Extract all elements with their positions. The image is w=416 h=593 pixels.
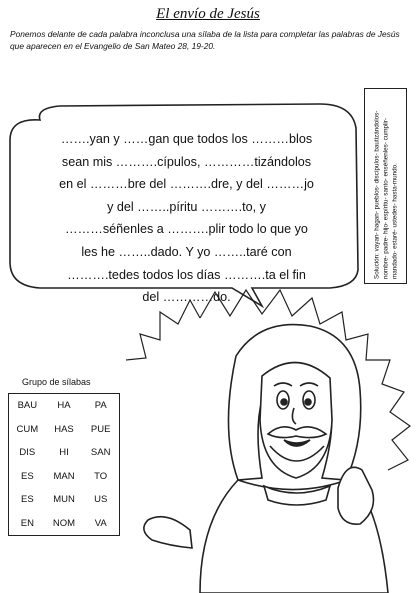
- syllable: MUN: [53, 494, 75, 506]
- syllable: BAU: [17, 400, 38, 412]
- syllable: NOM: [52, 517, 76, 529]
- bubble-line: en el ………bre del ……….dre, y del ………jo: [59, 177, 314, 192]
- syllable: TO: [94, 470, 108, 482]
- solution-text: Solución: vayan- hagan- pueblos- discípulos- bautizándolos- nombre- padre- hijo- espíritu- santo- enséñenles- cumplir- mandado- estaré- ustedes- hasta-mundo.: [373, 110, 398, 279]
- syllable: ES: [20, 494, 34, 506]
- syllable: HA: [57, 400, 71, 412]
- bubble-line: sean mis ……….cípulos, …………tizándolos: [61, 154, 312, 169]
- syllable: ES: [20, 470, 34, 482]
- syllable: VA: [94, 517, 107, 529]
- bubble-line: ………séñenles a ……….plir todo lo que yo: [65, 222, 308, 237]
- syllable: US: [94, 494, 108, 506]
- syllable: DIS: [19, 447, 36, 459]
- syllables-title: Grupo de sílabas: [22, 377, 91, 387]
- bubble-line: …….yan y ……gan que todos los ………blos: [60, 132, 313, 146]
- bubble-line: les he ……..dado. Y yo ……..taré con: [81, 244, 292, 259]
- bubble-line: ……….tedes todos los días ……….ta el fin: [67, 267, 306, 282]
- bubble-line: y del ……..píritu ……….to, y: [107, 199, 266, 214]
- syllable: SAN: [90, 447, 111, 459]
- instructions-text: Ponemos delante de cada palabra inconclusa una sílaba de la lista para completar las palabras de Jesús que aparecen en el Evangelio de San Mateo 28, 19-20.: [10, 29, 400, 51]
- jesus-figure: [144, 325, 388, 593]
- page-title: El envío de Jesús: [156, 6, 260, 22]
- syllable: EN: [20, 517, 34, 529]
- syllable: HI: [59, 447, 69, 459]
- syllable: PUE: [90, 423, 111, 435]
- syllable: HAS: [54, 423, 74, 435]
- bubble-line: del …………do.: [142, 290, 231, 305]
- syllable: MAN: [53, 470, 75, 482]
- syllable: PA: [94, 400, 107, 412]
- syllable: CUM: [16, 423, 39, 435]
